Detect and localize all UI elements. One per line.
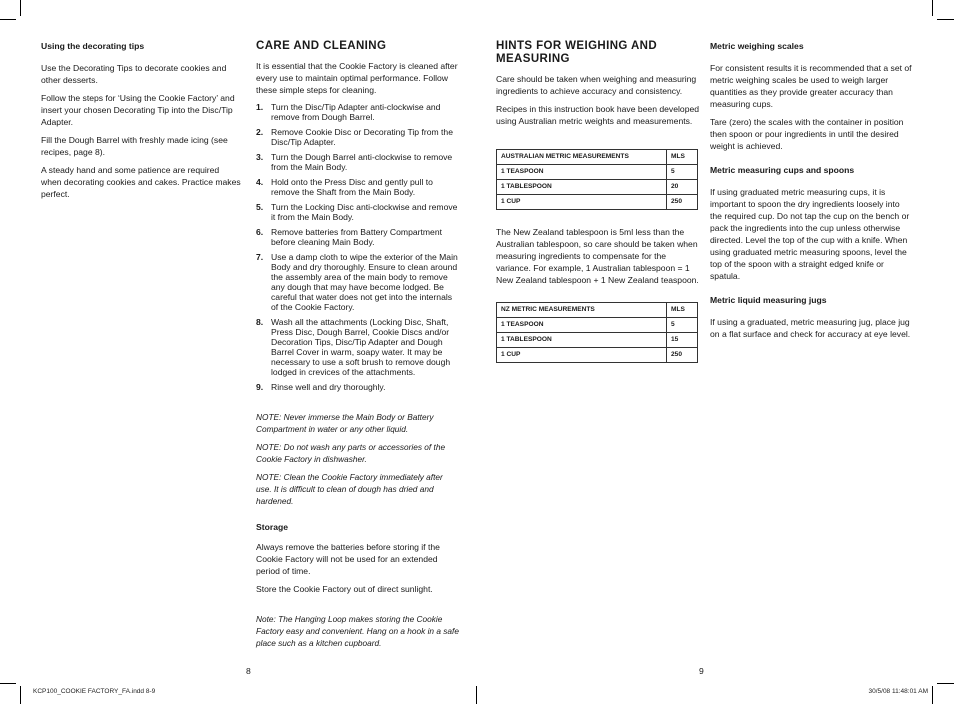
crop-mark bbox=[0, 683, 16, 684]
nz-measurements-table bbox=[496, 302, 698, 363]
list-item bbox=[256, 382, 460, 392]
paragraph: Follow the steps for ‘Using the Cookie Factory’ and insert your chosen Decorating Tip into the Disc/Tip Adapter. bbox=[41, 93, 235, 127]
paragraph: Always remove the batteries before storing if the Cookie Factory will not be used for an extended period of time. bbox=[256, 542, 440, 576]
table-cell: 1 CUP bbox=[497, 348, 667, 363]
cleaning-steps-list bbox=[256, 102, 460, 392]
table-header-cell: MLS bbox=[667, 150, 698, 165]
table-cell: 1 TEASPOON bbox=[497, 165, 667, 180]
paragraph: Tare (zero) the scales with the container in position then spoon or pour ingredients in until the desired weight is achieved. bbox=[710, 117, 904, 151]
table-cell: 15 bbox=[667, 333, 698, 348]
cups-spoons-heading: Metric measuring cups and spoons bbox=[710, 165, 855, 175]
table-cell: 1 TABLESPOON bbox=[497, 180, 667, 195]
step-number: 2. bbox=[256, 127, 264, 137]
list-item bbox=[256, 227, 460, 247]
decorating-tips-column bbox=[41, 38, 242, 206]
paragraph: If using a graduated, metric measuring jug, place jug on a flat surface and check for accuracy at eye level. bbox=[710, 317, 911, 339]
table-cell: 250 bbox=[667, 348, 698, 363]
step-text: Wash all the attachments (Locking Disc, Shaft, Press Disc, Dough Barrel, Cookie Discs and/or Decoration Tips, Disc/Tip Adapter and Dough Barrel Cover in warm, soapy water. It may be necessary to use a soft brush to remove dough lodged in crevices of the attachments. bbox=[271, 317, 451, 377]
crop-mark bbox=[0, 19, 16, 20]
crop-mark bbox=[476, 686, 477, 704]
table-header-row bbox=[497, 303, 698, 318]
list-item bbox=[256, 317, 460, 377]
step-text: Remove batteries from Battery Compartment before cleaning Main Body. bbox=[271, 227, 442, 247]
list-item bbox=[256, 202, 460, 222]
table-header-row bbox=[497, 150, 698, 165]
care-cleaning-column bbox=[256, 38, 460, 655]
jugs-heading: Metric liquid measuring jugs bbox=[710, 295, 827, 305]
crop-mark bbox=[20, 686, 21, 704]
crop-mark bbox=[20, 0, 21, 16]
table-cell: 1 TABLESPOON bbox=[497, 333, 667, 348]
step-text: Turn the Locking Disc anti-clockwise and remove it from the Main Body. bbox=[271, 202, 458, 222]
table-row bbox=[497, 333, 698, 348]
list-item bbox=[256, 102, 460, 122]
crop-mark bbox=[932, 0, 933, 16]
step-number: 9. bbox=[256, 382, 264, 392]
table-row bbox=[497, 195, 698, 210]
step-text: Remove Cookie Disc or Decorating Tip from the Disc/Tip Adapter. bbox=[271, 127, 453, 147]
list-item bbox=[256, 252, 460, 312]
table-cell: 5 bbox=[667, 165, 698, 180]
list-item bbox=[256, 127, 460, 147]
step-text: Hold onto the Press Disc and gently pull to remove the Shaft from the Main Body. bbox=[271, 177, 433, 197]
weighing-measuring-column bbox=[496, 38, 700, 363]
footer-timestamp: 30/5/08 11:48:01 AM bbox=[868, 688, 928, 695]
note: NOTE: Clean the Cookie Factory immediately after use. It is difficult to clean of dough has dried and hardened. bbox=[256, 472, 443, 506]
table-header-cell: AUSTRALIAN METRIC MEASUREMENTS bbox=[497, 150, 667, 165]
table-cell: 1 TEASPOON bbox=[497, 318, 667, 333]
table-header-cell: NZ METRIC MEASUREMENTS bbox=[497, 303, 667, 318]
step-number: 4. bbox=[256, 177, 264, 187]
paragraph: Store the Cookie Factory out of direct sunlight. bbox=[256, 584, 433, 594]
nz-paragraph: The New Zealand tablespoon is 5ml less than the Australian tablespoon, so care should be taken when measuring ingredients to compensate for the variance. For example, 1 Australian tablespoon = 1 New Zealand tablespoon + 1 New Zealand teaspoon. bbox=[496, 227, 699, 285]
table-cell: 1 CUP bbox=[497, 195, 667, 210]
paragraph: Fill the Dough Barrel with freshly made icing (see recipes, page 8). bbox=[41, 135, 228, 157]
step-number: 1. bbox=[256, 102, 264, 112]
step-number: 5. bbox=[256, 202, 264, 212]
step-text: Turn the Disc/Tip Adapter anti-clockwise and remove from Dough Barrel. bbox=[271, 102, 441, 122]
note: NOTE: Never immerse the Main Body or Battery Compartment in water or any other liquid. bbox=[256, 412, 434, 434]
care-intro: It is essential that the Cookie Factory is cleaned after every use to maintain optimal performance. Follow these simple steps for cleaning. bbox=[256, 61, 458, 95]
metric-tools-column bbox=[710, 38, 912, 346]
table-cell: 5 bbox=[667, 318, 698, 333]
table-cell: 20 bbox=[667, 180, 698, 195]
table-row bbox=[497, 318, 698, 333]
note: NOTE: Do not wash any parts or accessories of the Cookie Factory in dishwasher. bbox=[256, 442, 446, 464]
page-number-left: 8 bbox=[246, 666, 251, 676]
paragraph: Recipes in this instruction book have been developed using Australian metric weights and measurements. bbox=[496, 104, 700, 126]
care-cleaning-heading: CARE AND CLEANING bbox=[256, 40, 387, 52]
step-text: Turn the Dough Barrel anti-clockwise to remove from the Main Body. bbox=[271, 152, 453, 172]
decorating-tips-heading: Using the decorating tips bbox=[41, 41, 145, 51]
crop-mark bbox=[932, 686, 933, 704]
paragraph: Care should be taken when weighing and measuring ingredients to achieve accuracy and consistency. bbox=[496, 74, 697, 96]
step-text: Rinse well and dry thoroughly. bbox=[271, 382, 386, 392]
step-number: 8. bbox=[256, 317, 264, 327]
crop-mark bbox=[937, 19, 954, 20]
paragraph: Use the Decorating Tips to decorate cookies and other desserts. bbox=[41, 63, 227, 85]
table-row bbox=[497, 165, 698, 180]
paragraph: If using graduated metric measuring cups, it is important to spoon the dry ingredients loosely into the required cup. Do not tap the cup on the bench or pack the ingredients into the cup unless otherwise directed. Level the top of the cup with a knife. When using graduated metric measuring spoons, level the top of the spoon with a straight edged knife or spatula. bbox=[710, 187, 910, 281]
step-number: 6. bbox=[256, 227, 264, 237]
crop-mark bbox=[937, 683, 954, 684]
footer-file-slug: KCP100_COOKIE FACTORY_FA.indd 8-9 bbox=[33, 688, 156, 695]
table-cell: 250 bbox=[667, 195, 698, 210]
storage-note: Note: The Hanging Loop makes storing the Cookie Factory easy and convenient. Hang on a hook in a safe place such as a kitchen cupboard. bbox=[256, 614, 459, 648]
page-number-right: 9 bbox=[699, 666, 704, 676]
paragraph: For consistent results it is recommended that a set of metric weighing scales be used to weigh larger quantities as they provide greater accuracy than measuring cups. bbox=[710, 63, 912, 109]
step-text: Use a damp cloth to wipe the exterior of the Main Body and dry thoroughly. Ensure to clean around the assembly area of the main body to remove any dough that may have become lodged. Be careful that water does not get into the internals of the Cookie Factory. bbox=[271, 252, 458, 312]
table-header-cell: MLS bbox=[667, 303, 698, 318]
table-row bbox=[497, 180, 698, 195]
table-row bbox=[497, 348, 698, 363]
storage-heading: Storage bbox=[256, 522, 288, 532]
australian-measurements-table bbox=[496, 149, 698, 210]
list-item bbox=[256, 152, 460, 172]
weighing-measuring-heading: HINTS FOR WEIGHING AND MEASURING bbox=[496, 40, 658, 65]
scales-heading: Metric weighing scales bbox=[710, 41, 804, 51]
paragraph: A steady hand and some patience are required when decorating cookies and cakes. Practice makes perfect. bbox=[41, 165, 241, 199]
step-number: 3. bbox=[256, 152, 264, 162]
step-number: 7. bbox=[256, 252, 264, 262]
list-item bbox=[256, 177, 460, 197]
